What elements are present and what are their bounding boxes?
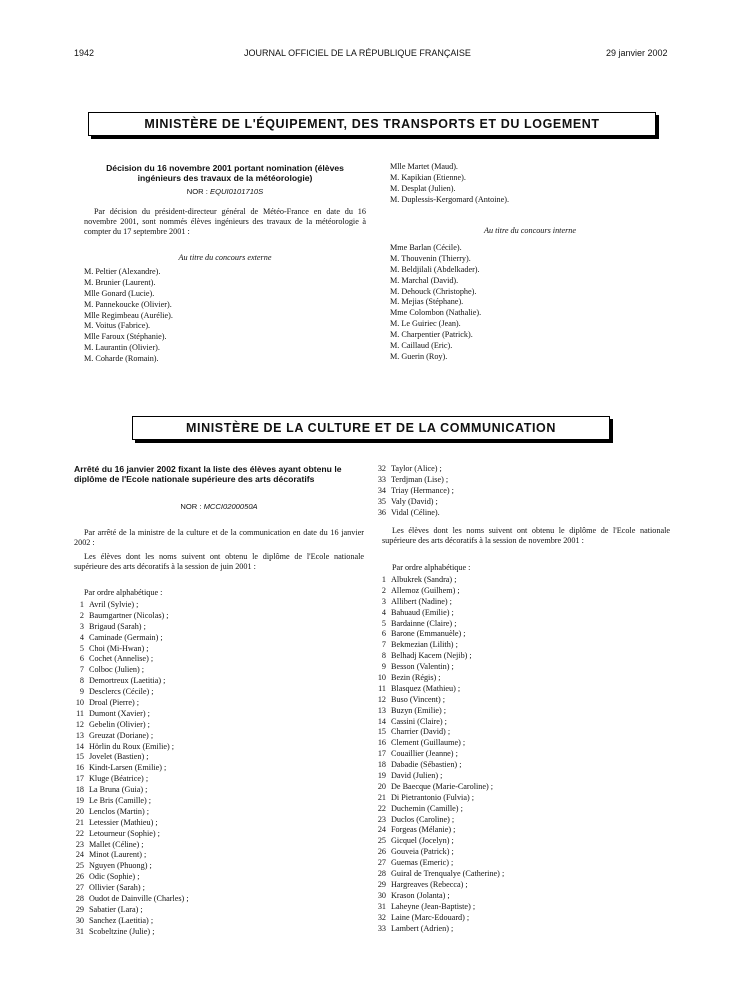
nor-code: EQUI0101710S bbox=[210, 187, 264, 196]
item-number: 29 bbox=[377, 879, 386, 889]
item-number: 24 bbox=[75, 850, 84, 860]
item-name: Demortreux (Laetitia) ; bbox=[89, 676, 166, 686]
item-name: Krason (Jolanta) ; bbox=[391, 890, 450, 900]
list-item: M. Peltier (Alexandre). bbox=[84, 267, 161, 276]
item-name: Dumont (Xavier) ; bbox=[89, 708, 150, 718]
item-name: Desclercs (Cécile) ; bbox=[89, 687, 154, 697]
item-name: Allemoz (Guilhem) ; bbox=[391, 585, 460, 595]
item-number: 29 bbox=[75, 904, 84, 914]
item-name: Terdjman (Lise) ; bbox=[391, 474, 449, 484]
item-number: 4 bbox=[381, 607, 386, 617]
item-number: 5 bbox=[79, 643, 84, 653]
item-number: 33 bbox=[377, 474, 386, 484]
list-item bbox=[370, 475, 454, 486]
item-number: 7 bbox=[79, 665, 84, 675]
item-number: 35 bbox=[377, 496, 386, 506]
item-number: 24 bbox=[377, 825, 386, 835]
list-item bbox=[68, 916, 189, 927]
list-item bbox=[370, 913, 504, 924]
item-name: Sanchez (Laetitia) ; bbox=[89, 915, 154, 925]
item-name: Mallet (Céline) ; bbox=[89, 839, 144, 849]
item-name: Triay (Hermance) ; bbox=[391, 485, 454, 495]
list-item bbox=[370, 717, 504, 728]
decree-intro: Par arrêté de la ministre de la culture et de la communication en date du 16 janvier 2002 : bbox=[74, 528, 364, 547]
item-number: 23 bbox=[75, 839, 84, 849]
item-name: Bahuaud (Emilie) ; bbox=[391, 607, 454, 617]
item-name: Besson (Valentin) ; bbox=[391, 662, 454, 672]
list-item bbox=[370, 815, 504, 826]
journal-title: JOURNAL OFFICIEL DE LA RÉPUBLIQUE FRANÇAISE bbox=[244, 48, 471, 58]
item-number: 4 bbox=[79, 632, 84, 642]
list-item: Mme Barlan (Cécile). bbox=[390, 243, 462, 252]
june-session-paragraph: Les élèves dont les noms suivent ont obtenu le diplôme de l'Ecole nationale supérieure des arts décoratifs à la session de juin 2001 : bbox=[74, 552, 364, 571]
item-name: Cassini (Claire) ; bbox=[391, 716, 447, 726]
list-item bbox=[370, 575, 504, 586]
list-item bbox=[370, 684, 504, 695]
external-list-continued bbox=[390, 162, 509, 206]
list-item: M. Marchal (David). bbox=[390, 275, 459, 285]
item-name: Bardainne (Claire) ; bbox=[391, 618, 457, 628]
item-name: Caminade (Germain) ; bbox=[89, 632, 163, 642]
item-number: 7 bbox=[381, 640, 386, 650]
list-item bbox=[68, 687, 189, 698]
item-name: David (Julien) ; bbox=[391, 771, 443, 781]
decision-intro: Par décision du président-directeur général de Météo-France en date du 16 novembre 2001, sont nommés élèves ingénieurs des travaux de la météorologie à compter du 17 septembre 2001 : bbox=[84, 207, 366, 236]
list-item: M. Thouvenin (Thierry). bbox=[390, 253, 471, 263]
list-item bbox=[68, 840, 189, 851]
list-item bbox=[370, 847, 504, 858]
item-name: Guiral de Trenqualye (Catherine) ; bbox=[391, 869, 505, 879]
list-item bbox=[68, 905, 189, 916]
list-item: Mlle Gonard (Lucie). bbox=[84, 288, 155, 298]
item-number: 3 bbox=[381, 596, 386, 606]
item-name: Odic (Sophie) ; bbox=[89, 872, 140, 882]
list-item bbox=[370, 695, 504, 706]
list-item bbox=[68, 872, 189, 883]
list-item bbox=[370, 651, 504, 662]
item-name: Laheyne (Jean-Baptiste) ; bbox=[391, 901, 476, 911]
list-item: M. Guerin (Roy). bbox=[390, 351, 448, 361]
item-number: 9 bbox=[79, 687, 84, 697]
list-item bbox=[370, 586, 504, 597]
november-session-paragraph: Les élèves dont les noms suivent ont obtenu le diplôme de l'Ecole nationale supérieure des arts décoratifs à la session de novembre 2001 : bbox=[382, 526, 670, 545]
list-item bbox=[370, 760, 504, 771]
item-name: Vidal (Céline). bbox=[391, 507, 440, 517]
item-name: Minot (Laurent) ; bbox=[89, 850, 147, 860]
november-graduates-list bbox=[370, 575, 504, 934]
item-number: 6 bbox=[79, 654, 84, 664]
list-item: M. Charpentier (Patrick). bbox=[390, 330, 473, 340]
item-name: Kindt-Larsen (Emilie) ; bbox=[89, 763, 167, 773]
list-item bbox=[68, 807, 189, 818]
list-item bbox=[370, 782, 504, 793]
item-number: 16 bbox=[75, 763, 84, 773]
ministry-banner-culture: MINISTÈRE DE LA CULTURE ET DE LA COMMUNICATION bbox=[132, 416, 610, 440]
item-name: Baumgartner (Nicolas) ; bbox=[89, 610, 169, 620]
list-item: M. Coharde (Romain). bbox=[84, 354, 159, 364]
item-number: 16 bbox=[377, 738, 386, 748]
item-number: 17 bbox=[377, 749, 386, 759]
list-item bbox=[68, 752, 189, 763]
item-number: 13 bbox=[377, 705, 386, 715]
item-number: 32 bbox=[377, 912, 386, 922]
item-number: 8 bbox=[381, 651, 386, 661]
list-item: Mlle Martet (Maud). bbox=[390, 162, 458, 171]
list-item: Mme Colombon (Nathalie). bbox=[390, 308, 482, 318]
item-name: Lambert (Adrien) ; bbox=[391, 923, 454, 933]
list-item bbox=[370, 619, 504, 630]
list-item bbox=[68, 785, 189, 796]
list-item bbox=[370, 662, 504, 673]
list-item: M. Beldjilali (Abdelkader). bbox=[390, 264, 480, 274]
list-item: M. Le Guiriec (Jean). bbox=[390, 319, 461, 329]
item-name: Lenclos (Martin) ; bbox=[89, 806, 150, 816]
item-number: 27 bbox=[377, 858, 386, 868]
item-number: 19 bbox=[75, 796, 84, 806]
list-item bbox=[370, 629, 504, 640]
item-name: Scobeltzine (Julie) ; bbox=[89, 926, 155, 936]
list-item bbox=[370, 749, 504, 760]
item-number: 18 bbox=[377, 760, 386, 770]
list-item bbox=[68, 861, 189, 872]
list-item: Mlle Regimbeau (Aurélie). bbox=[84, 310, 173, 320]
list-item bbox=[68, 763, 189, 774]
item-name: Duchemin (Camille) ; bbox=[391, 803, 463, 813]
item-number: 27 bbox=[75, 883, 84, 893]
item-name: Gouveia (Patrick) ; bbox=[391, 847, 454, 857]
item-name: Belhadj Kacem (Nejib) ; bbox=[391, 651, 472, 661]
item-number: 14 bbox=[377, 716, 386, 726]
nor-reference bbox=[84, 187, 366, 196]
list-item bbox=[68, 818, 189, 829]
item-name: Valy (David) ; bbox=[391, 496, 438, 506]
list-item bbox=[68, 698, 189, 709]
list-item bbox=[68, 796, 189, 807]
item-name: Sabatier (Lara) ; bbox=[89, 904, 143, 914]
list-item: M. Kapikian (Etienne). bbox=[390, 172, 466, 182]
list-item: M. Voitus (Fabrice). bbox=[84, 321, 151, 331]
list-item bbox=[370, 825, 504, 836]
item-number: 31 bbox=[377, 901, 386, 911]
item-name: Charrier (David) ; bbox=[391, 727, 451, 737]
item-name: Buzyn (Emilie) ; bbox=[391, 705, 447, 715]
list-item bbox=[68, 720, 189, 731]
nor-label: NOR : bbox=[186, 187, 208, 196]
item-name: Di Pietrantonio (Fulvia) ; bbox=[391, 792, 475, 802]
list-item bbox=[68, 622, 189, 633]
item-number: 12 bbox=[75, 719, 84, 729]
list-item bbox=[68, 654, 189, 665]
alphabetical-order-label: Par ordre alphabétique : bbox=[84, 588, 163, 597]
list-item bbox=[68, 731, 189, 742]
item-number: 12 bbox=[377, 694, 386, 704]
item-name: Clement (Guillaume) ; bbox=[391, 738, 466, 748]
item-number: 26 bbox=[377, 847, 386, 857]
list-item bbox=[68, 611, 189, 622]
list-item bbox=[68, 927, 189, 938]
item-number: 31 bbox=[75, 926, 84, 936]
list-item bbox=[370, 486, 454, 497]
item-name: Taylor (Alice) ; bbox=[391, 464, 442, 473]
item-name: Ollivier (Sarah) ; bbox=[89, 883, 145, 893]
decree-title: Arrêté du 16 janvier 2002 fixant la liste des élèves ayant obtenu le diplôme de l'Ecole nationale supérieure des arts décoratifs bbox=[74, 464, 342, 484]
item-number: 10 bbox=[377, 673, 386, 683]
list-item bbox=[370, 924, 504, 935]
list-item bbox=[68, 829, 189, 840]
item-number: 33 bbox=[377, 923, 386, 933]
list-item: M. Pannekoucke (Olivier). bbox=[84, 299, 172, 309]
list-item bbox=[370, 869, 504, 880]
item-name: Buso (Vincent) ; bbox=[391, 694, 446, 704]
item-name: Hargreaves (Rebecca) ; bbox=[391, 879, 468, 889]
item-name: Barone (Emmanuèle) ; bbox=[391, 629, 466, 639]
list-item bbox=[370, 497, 454, 508]
list-item bbox=[370, 464, 454, 475]
item-name: Oudot de Dainville (Charles) ; bbox=[89, 894, 189, 904]
item-name: De Baecque (Marie-Caroline) ; bbox=[391, 781, 494, 791]
ministry-banner-equipement: MINISTÈRE DE L'ÉQUIPEMENT, DES TRANSPORTS ET DU LOGEMENT bbox=[88, 112, 656, 136]
list-item bbox=[370, 508, 454, 519]
item-name: Bezin (Régis) ; bbox=[391, 673, 441, 683]
item-name: Dabadie (Sébastien) ; bbox=[391, 760, 462, 770]
item-name: Cochet (Annelise) ; bbox=[89, 654, 154, 664]
item-number: 2 bbox=[381, 585, 386, 595]
item-name: Couaillier (Jeanne) ; bbox=[391, 749, 458, 759]
item-name: Guemas (Emeric) ; bbox=[391, 858, 454, 868]
item-number: 34 bbox=[377, 485, 386, 495]
page-number: 1942 bbox=[74, 48, 95, 58]
list-item bbox=[370, 880, 504, 891]
list-item bbox=[370, 640, 504, 651]
external-list bbox=[84, 267, 173, 365]
item-number: 8 bbox=[79, 676, 84, 686]
item-name: Greuzat (Doriane) ; bbox=[89, 730, 154, 740]
nor-code: MCCI0200050A bbox=[203, 502, 258, 511]
item-number: 20 bbox=[75, 806, 84, 816]
nor-label: NOR : bbox=[180, 502, 202, 511]
item-number: 30 bbox=[75, 915, 84, 925]
item-name: Blasquez (Mathieu) ; bbox=[391, 683, 461, 693]
item-name: Avril (Sylvie) ; bbox=[89, 600, 139, 609]
list-item bbox=[68, 894, 189, 905]
list-item: M. Mejias (Stéphane). bbox=[390, 297, 464, 307]
item-number: 36 bbox=[377, 507, 386, 517]
item-number: 20 bbox=[377, 781, 386, 791]
item-number: 5 bbox=[381, 618, 386, 628]
list-item bbox=[370, 902, 504, 913]
list-item bbox=[68, 850, 189, 861]
item-number: 30 bbox=[377, 890, 386, 900]
list-item bbox=[68, 600, 189, 611]
list-item bbox=[370, 804, 504, 815]
item-name: Kluge (Béatrice) ; bbox=[89, 774, 149, 784]
item-number: 9 bbox=[381, 662, 386, 672]
item-name: Gebelin (Olivier) ; bbox=[89, 719, 150, 729]
item-name: Allibert (Nadine) ; bbox=[391, 596, 452, 606]
item-name: La Bruna (Guia) ; bbox=[89, 785, 148, 795]
list-item bbox=[370, 597, 504, 608]
internal-list bbox=[390, 243, 481, 363]
list-item bbox=[68, 774, 189, 785]
item-number: 6 bbox=[381, 629, 386, 639]
list-item bbox=[370, 891, 504, 902]
item-number: 21 bbox=[75, 817, 84, 827]
list-item: M. Caillaud (Eric). bbox=[390, 341, 453, 351]
list-item bbox=[68, 709, 189, 720]
issue-date: 29 janvier 2002 bbox=[606, 48, 668, 58]
item-number: 32 bbox=[377, 464, 386, 473]
june-graduates-list-continued bbox=[370, 464, 454, 518]
alphabetical-order-label: Par ordre alphabétique : bbox=[392, 563, 471, 572]
item-name: Hörlin du Roux (Emilie) ; bbox=[89, 741, 175, 751]
item-number: 11 bbox=[76, 708, 84, 718]
item-name: Letessier (Mathieu) ; bbox=[89, 817, 158, 827]
item-number: 3 bbox=[79, 621, 84, 631]
item-name: Laine (Marc-Edouard) ; bbox=[391, 912, 470, 922]
item-number: 22 bbox=[377, 803, 386, 813]
list-item bbox=[370, 858, 504, 869]
item-number: 19 bbox=[377, 771, 386, 781]
item-name: Jovelet (Bastien) ; bbox=[89, 752, 149, 762]
list-item bbox=[370, 738, 504, 749]
item-number: 10 bbox=[75, 698, 84, 708]
item-number: 15 bbox=[75, 752, 84, 762]
item-number: 23 bbox=[377, 814, 386, 824]
list-item bbox=[68, 676, 189, 687]
item-name: Brigaud (Sarah) ; bbox=[89, 621, 146, 631]
list-item: Mlle Faroux (Stéphanie). bbox=[84, 332, 167, 342]
item-name: Choi (Mi-Hwan) ; bbox=[89, 643, 149, 653]
item-name: Gicquel (Jocelyn) ; bbox=[391, 836, 454, 846]
june-graduates-list bbox=[68, 600, 189, 938]
list-item bbox=[370, 771, 504, 782]
item-name: Nguyen (Phuong) ; bbox=[89, 861, 152, 871]
item-name: Droal (Pierre) ; bbox=[89, 698, 140, 708]
external-heading: Au titre du concours externe bbox=[178, 253, 272, 262]
item-name: Le Bris (Camille) ; bbox=[89, 796, 152, 806]
list-item bbox=[370, 673, 504, 684]
list-item bbox=[370, 608, 504, 619]
list-item bbox=[370, 836, 504, 847]
item-number: 14 bbox=[75, 741, 84, 751]
item-number: 11 bbox=[378, 683, 386, 693]
list-item: M. Dehouck (Christophe). bbox=[390, 286, 477, 296]
item-name: Duclos (Caroline) ; bbox=[391, 814, 455, 824]
item-number: 1 bbox=[79, 600, 84, 609]
item-name: Bekmezian (Lilith) ; bbox=[391, 640, 458, 650]
item-number: 25 bbox=[377, 836, 386, 846]
list-item bbox=[68, 883, 189, 894]
list-item: M. Duplessis-Kergomard (Antoine). bbox=[390, 194, 510, 204]
list-item bbox=[68, 665, 189, 676]
decision-title: Décision du 16 novembre 2001 portant nomination (élèves ingénieurs des travaux de la météorologie) bbox=[106, 163, 344, 183]
list-item bbox=[68, 644, 189, 655]
item-number: 28 bbox=[75, 894, 84, 904]
list-item bbox=[370, 793, 504, 804]
item-number: 15 bbox=[377, 727, 386, 737]
item-number: 21 bbox=[377, 792, 386, 802]
item-number: 28 bbox=[377, 869, 386, 879]
list-item bbox=[68, 742, 189, 753]
item-name: Albukrek (Sandra) ; bbox=[391, 575, 457, 584]
item-number: 25 bbox=[75, 861, 84, 871]
list-item bbox=[370, 727, 504, 738]
list-item: M. Laurantin (Olivier). bbox=[84, 343, 160, 353]
list-item: M. Desplat (Julien). bbox=[390, 183, 456, 193]
internal-heading: Au titre du concours interne bbox=[483, 226, 577, 235]
item-number: 2 bbox=[79, 610, 84, 620]
item-number: 13 bbox=[75, 730, 84, 740]
item-name: Letourneur (Sophie) ; bbox=[89, 828, 160, 838]
list-item bbox=[68, 633, 189, 644]
item-number: 26 bbox=[75, 872, 84, 882]
item-name: Colboc (Julien) ; bbox=[89, 665, 145, 675]
item-name: Forgeas (Mélanie) ; bbox=[391, 825, 456, 835]
list-item bbox=[370, 706, 504, 717]
item-number: 17 bbox=[75, 774, 84, 784]
nor-reference-2 bbox=[74, 502, 364, 511]
list-item: M. Brunier (Laurent). bbox=[84, 277, 156, 287]
item-number: 18 bbox=[75, 785, 84, 795]
item-number: 22 bbox=[75, 828, 84, 838]
item-number: 1 bbox=[381, 575, 386, 584]
